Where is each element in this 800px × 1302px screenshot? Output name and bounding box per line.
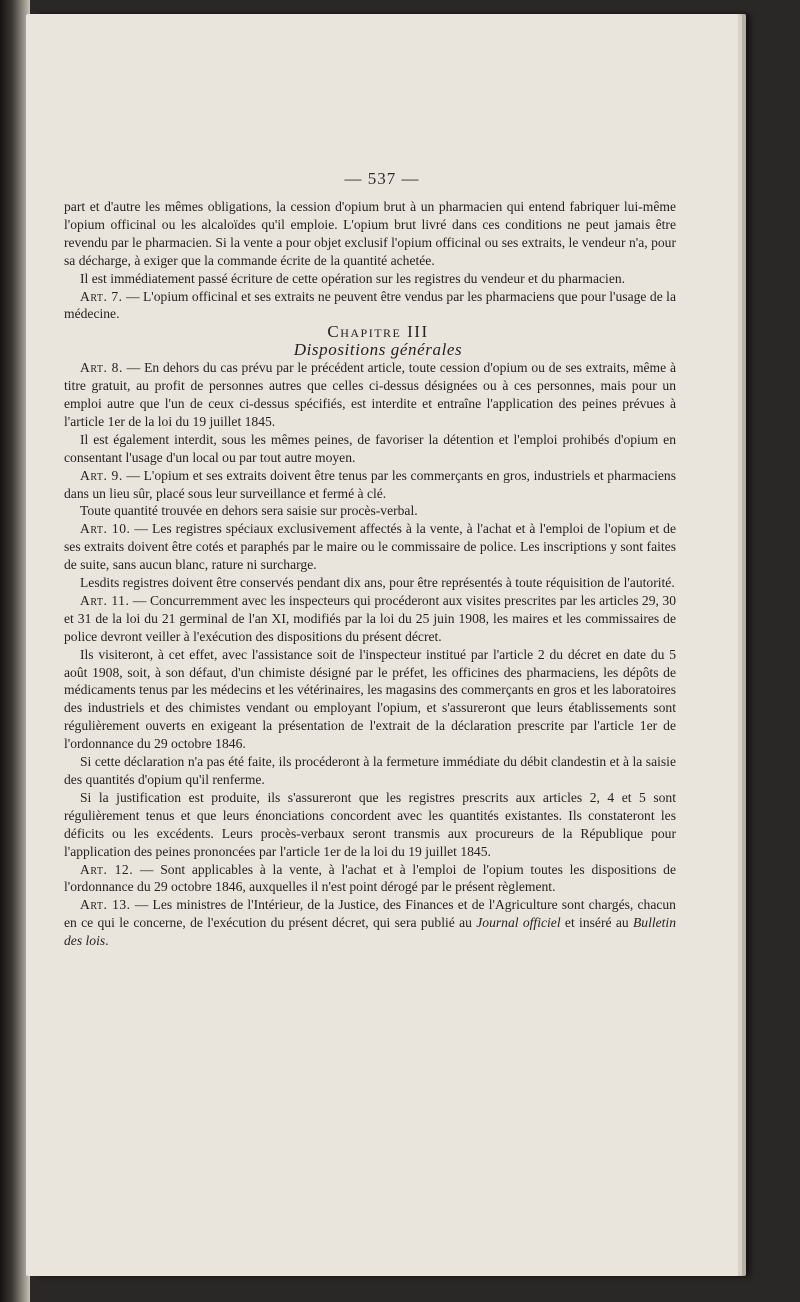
document-page bbox=[26, 14, 738, 1276]
paragraph: Ils visiteront, à cet effet, avec l'assistance soit de l'inspecteur institué par l'article 2 du décret en date du 5 août 1908, soit, à son défaut, d'un chimiste désigné par le préfet, les officines des pharmaciens, les dépôts de médicaments tenus par les médecins et les vétérinaires, les magasins des commerçants en gros et les laboratoires des industriels et des chimistes vendant ou employant l'opium, et s'assureront que leurs établissements sont régulièrement ouverts en exigeant la présentation de l'extrait de la déclaration prescrite par l'article 1er de l'ordonnance du 29 octobre 1846. bbox=[64, 646, 676, 752]
article-label: Art. 12. bbox=[80, 861, 134, 877]
chapter-title: Chapitre III bbox=[327, 322, 429, 342]
page-number: — 537 — bbox=[344, 169, 420, 188]
article-label: Art. 8. bbox=[80, 360, 123, 376]
paragraph: Toute quantité trouvée en dehors sera saisie sur procès-verbal. bbox=[80, 503, 418, 519]
journal-title: Journal officiel bbox=[476, 915, 561, 931]
article-label: Art. 13. bbox=[80, 897, 131, 913]
article-12: Art. 12. — Sont applicables à la vente, à l'achat et à l'emploi de l'opium toutes les dispositions de l'ordonnance du 29 octobre 1846, auxquelles il n'est point dérogé par le présent règlement. bbox=[64, 861, 676, 895]
section-title: Dispositions générales bbox=[293, 340, 463, 360]
paragraph-continuation: part et d'autre les mêmes obligations, la cession d'opium brut à un pharmacien qui entend fabriquer lui-même l'opium officinal ou les alcaloïdes qu'il emploie. L'opium brut livré dans ces conditions ne peut jamais être revendu par le pharmacien. Si la vente a pour objet exclusif l'opium officinal ou ses extraits, le vendeur n'a, pour sa décharge, à exiger que la commande écrite de la quantité achetée. bbox=[64, 199, 676, 268]
article-label: Art. 10. bbox=[80, 521, 131, 537]
article-label: Art. 11. bbox=[80, 592, 130, 608]
paragraph: Il est également interdit, sous les mêmes peines, de favoriser la détention et l'emploi prohibés d'opium en consentant l'usage d'un local ou par tout autre moyen. bbox=[64, 431, 676, 465]
article-label: Art. 7. bbox=[80, 288, 123, 304]
article-11: Art. 11. — Concurremment avec les inspecteurs qui procéderont aux visites prescrites par les articles 29, 30 et 31 de la loi du 21 germinal de l'an XI, modifiés par la loi du 25 juin 1908, les maires et les commissaires de police devront veiller à l'exécution des dispositions du présent décret. bbox=[64, 592, 676, 644]
body-text bbox=[64, 198, 676, 950]
paragraph: Si cette déclaration n'a pas été faite, ils procéderont à la fermeture immédiate du débit clandestin et à la saisie des quantités d'opium qu'il renferme. bbox=[64, 754, 676, 787]
paragraph: Si la justification est produite, ils s'assureront que les registres prescrits aux articles 2, 4 et 5 sont régulièrement tenus et que leurs énonciations concordent avec les quantités existantes. Ils constateront les déficits ou les excédents. Leurs procès-verbaux seront transmis aux procureurs de la République pour l'application des peines prononcées par l'article 1er de la loi du 19 juillet 1845. bbox=[64, 789, 676, 859]
article-9: Art. 9. — L'opium et ses extraits doivent être tenus par les commerçants en gros, industriels et pharmaciens dans un lieu sûr, placé sous leur surveillance et fermé à clé. bbox=[64, 467, 676, 501]
article-label: Art. 9. bbox=[80, 467, 123, 483]
article-10: Art. 10. — Les registres spéciaux exclusivement affectés à la vente, à l'achat et à l'emploi de l'opium et de ses extraits doivent être cotés et paraphés par le maire ou le commissaire de police. Les inscriptions y sont faites de suite, sans aucun blanc, rature ni surcharge. bbox=[64, 521, 676, 573]
article-8: Art. 8. — En dehors du cas prévu par le précédent article, toute cession d'opium ou de ses extraits, même à titre gratuit, au profit de personnes autres que celles ci-dessus désignées ou à ces personnes, mais pour un emploi autre que l'un de ceux ci-dessus spécifiés, est interdite et entraîne l'application des peines prévues à l'article 1er de la loi du 19 juillet 1845. bbox=[64, 360, 676, 429]
paragraph: Lesdits registres doivent être conservés pendant dix ans, pour être représentés à toute réquisition de l'autorité. bbox=[80, 575, 675, 591]
bulletin-title: Bulletin des lois bbox=[64, 915, 677, 949]
article-7: Art. 7. — L'opium officinal et ses extraits ne peuvent être vendus par les pharmaciens que pour l'usage de la médecine. bbox=[64, 288, 676, 322]
article-13: Art. 13. — Les ministres de l'Intérieur, de la Justice, des Finances et de l'Agriculture sont chargés, chacun en ce qui le concerne, de l'exécution du présent décret, qui sera publié au Journal officiel et inséré au Bulletin des lois. bbox=[64, 897, 677, 949]
paragraph: Il est immédiatement passé écriture de cette opération sur les registres du vendeur et du pharmacien. bbox=[80, 270, 626, 286]
